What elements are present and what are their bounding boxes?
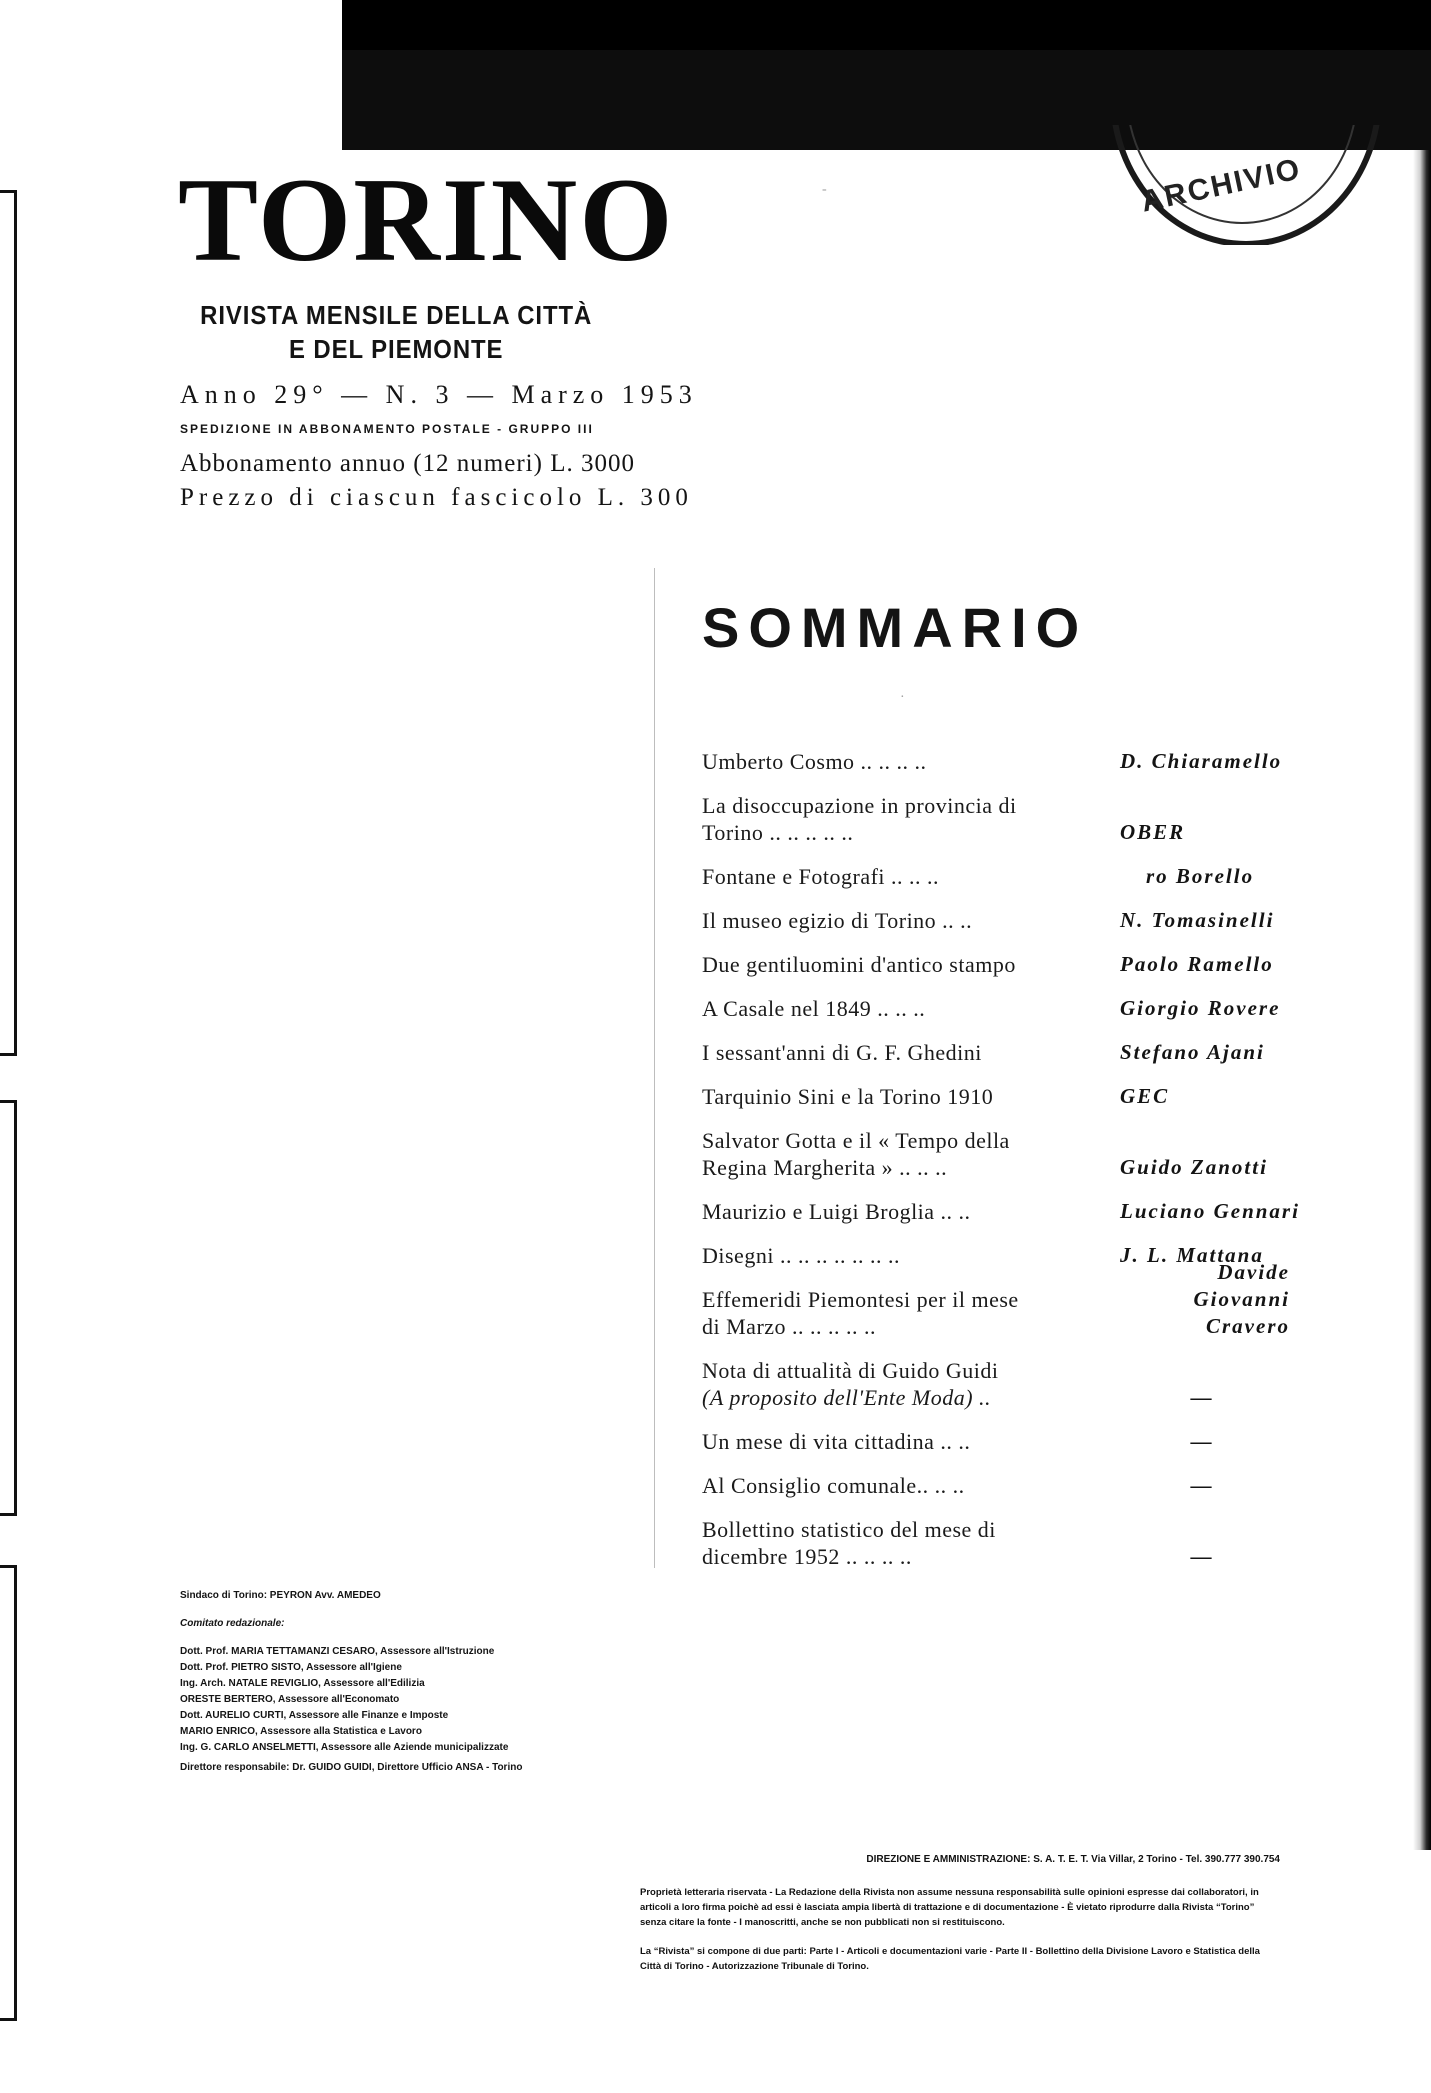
toc-title: Effemeridi Piemontesi per il mese di Marzo .. .. .. .. ..	[702, 1287, 1019, 1339]
toc-author: Paolo Ramello	[1120, 952, 1274, 976]
issue-line: Anno 29° — N. 3 — Marzo 1953	[180, 380, 698, 409]
column-divider	[654, 568, 655, 1568]
committee-member: Dott. Prof. PIETRO SISTO, Assessore all'Igiene	[180, 1662, 402, 1673]
mayor-line: Sindaco di Torino: PEYRON Avv. AMEDEO	[180, 1590, 381, 1601]
scan-shadow-right	[1413, 150, 1431, 1850]
committee-member: Ing. Arch. NATALE REVIGLIO, Assessore all'Edilizia	[180, 1678, 425, 1689]
toc-item	[702, 1357, 1382, 1411]
toc-author: —	[1190, 1544, 1214, 1568]
scan-edge-mark	[0, 190, 17, 1056]
toc-author: D. Chiaramello	[1120, 749, 1283, 773]
toc-item	[702, 951, 1382, 978]
stamp-text: ARCHIVIO	[1138, 152, 1305, 219]
toc-item	[702, 1039, 1382, 1066]
toc-title: Tarquinio Sini e la Torino 1910	[702, 1084, 994, 1109]
footer-notes	[640, 1852, 1280, 1988]
toc-item	[702, 995, 1382, 1022]
publisher-address: DIREZIONE E AMMINISTRAZIONE: S. A. T. E. T. Via Villar, 2 Torino - Tel. 390.777 390.754	[866, 1854, 1280, 1865]
toc-title-subtitle: (A proposito dell'Ente Moda) ..	[702, 1385, 992, 1410]
toc-title: Umberto Cosmo .. .. .. ..	[702, 749, 927, 774]
toc-title: Maurizio e Luigi Broglia .. ..	[702, 1199, 971, 1224]
toc-title: A Casale nel 1849 .. .. ..	[702, 996, 926, 1021]
toc-author: —	[1190, 1429, 1214, 1453]
editorial-committee	[180, 1588, 800, 1776]
toc-item	[702, 1127, 1382, 1181]
toc-title: La disoccupazione in provincia di Torino .. .. .. .. ..	[702, 793, 1017, 845]
toc-author: J. L. Mattana	[1120, 1243, 1264, 1267]
magazine-title: TORINO	[178, 153, 675, 286]
toc-title	[702, 1357, 1042, 1411]
director-line: Direttore responsabile: Dr. GUIDO GUIDI, Direttore Ufficio ANSA - Torino	[180, 1762, 523, 1773]
subtitle-line: RIVISTA MENSILE DELLA CITTÀ	[200, 300, 593, 330]
toc-author: N. Tomasinelli	[1120, 908, 1275, 932]
subscription-price: Abbonamento annuo (12 numeri) L. 3000	[180, 450, 635, 477]
sommario-heading: SOMMARIO	[702, 596, 1089, 659]
committee-member: Dott. Prof. MARIA TETTAMANZI CESARO, Assessore all'Istruzione	[180, 1646, 495, 1657]
copyright-note: Proprietà letteraria riservata - La Redazione della Rivista non assume nessuna responsabilità sulle opinioni espresse dai collaboratori, in articoli a loro firma poichè ad essi è lasciata ampia libertà di trattazione e di documentazione - È vietato riprodurre dalla Rivista “Torino” senza citare la fonte - I manoscritti, anche se non pubblicati non si restituiscono.	[640, 1887, 1259, 1928]
toc-author: Stefano Ajani	[1120, 1040, 1265, 1064]
subtitle-line: E DEL PIEMONTE	[288, 334, 504, 364]
toc-item	[702, 1198, 1382, 1225]
toc-item	[702, 792, 1382, 846]
toc-author: Giorgio Rovere	[1120, 996, 1281, 1020]
committee-member: MARIO ENRICO, Assessore alla Statistica e Lavoro	[180, 1726, 422, 1737]
committee-member: Dott. AURELIO CURTI, Assessore alle Finanze e Imposte	[180, 1710, 449, 1721]
committee-member: Ing. G. CARLO ANSELMETTI, Assessore alle Aziende municipalizzate	[180, 1742, 509, 1753]
toc-title: Disegni .. .. .. .. .. .. ..	[702, 1243, 900, 1268]
toc-author: OBER	[1120, 820, 1186, 844]
scan-edge-mark	[0, 1100, 17, 1516]
shipping-note: SPEDIZIONE IN ABBONAMENTO POSTALE - GRUPPO III	[180, 422, 594, 436]
toc-author: Luciano Gennari	[1120, 1199, 1300, 1223]
toc-title: Due gentiluomini d'antico stampo	[702, 952, 1016, 977]
parts-note: La “Rivista” si compone di due parti: Parte I - Articoli e documentazioni varie - Parte II - Bollettino della Divisione Lavoro e Statistica della Città di Torino - Autorizzazione Tribunale di Torino.	[640, 1946, 1260, 1972]
toc-author: —	[1190, 1385, 1214, 1409]
toc-title: Un mese di vita cittadina .. ..	[702, 1429, 971, 1454]
toc-title: Il museo egizio di Torino .. ..	[702, 908, 973, 933]
toc-title: Fontane e Fotografi .. .. ..	[702, 864, 940, 889]
toc-author: Davide Giovanni Cravero	[1193, 1260, 1290, 1338]
toc-item	[702, 1260, 1382, 1340]
toc-title: Salvator Gotta e il « Tempo della Regina Margherita » .. .. ..	[702, 1128, 1010, 1180]
toc-author: Guido Zanotti	[1120, 1155, 1268, 1179]
committee-member: ORESTE BERTERO, Assessore all'Economato	[180, 1694, 400, 1705]
table-of-contents	[702, 748, 1382, 1587]
toc-item	[702, 1516, 1382, 1570]
dust-dot: -	[822, 182, 827, 197]
toc-item	[702, 907, 1382, 934]
toc-title: Bollettino statistico del mese di dicembre 1952 .. .. .. ..	[702, 1517, 996, 1569]
toc-title: I sessant'anni di G. F. Ghedini	[702, 1040, 982, 1065]
toc-author: GEC	[1120, 1084, 1170, 1108]
magazine-subtitle	[180, 298, 612, 366]
toc-title: Al Consiglio comunale.. .. ..	[702, 1473, 965, 1498]
toc-item	[702, 863, 1382, 890]
toc-item	[702, 1472, 1382, 1499]
committee-label: Comitato redazionale:	[180, 1618, 285, 1629]
toc-title-text: Nota di attualità di Guido Guidi	[702, 1358, 999, 1383]
dust-dot: ·	[900, 690, 905, 705]
toc-item	[702, 1428, 1382, 1455]
issue-price: Prezzo di ciascun fascicolo L. 300	[180, 484, 693, 511]
toc-item	[702, 1083, 1382, 1110]
toc-item	[702, 748, 1382, 775]
toc-author: ro Borello	[1146, 864, 1255, 888]
toc-author: —	[1190, 1473, 1214, 1497]
archivio-stamp	[1100, 125, 1380, 245]
scan-edge-mark	[0, 1565, 17, 2021]
